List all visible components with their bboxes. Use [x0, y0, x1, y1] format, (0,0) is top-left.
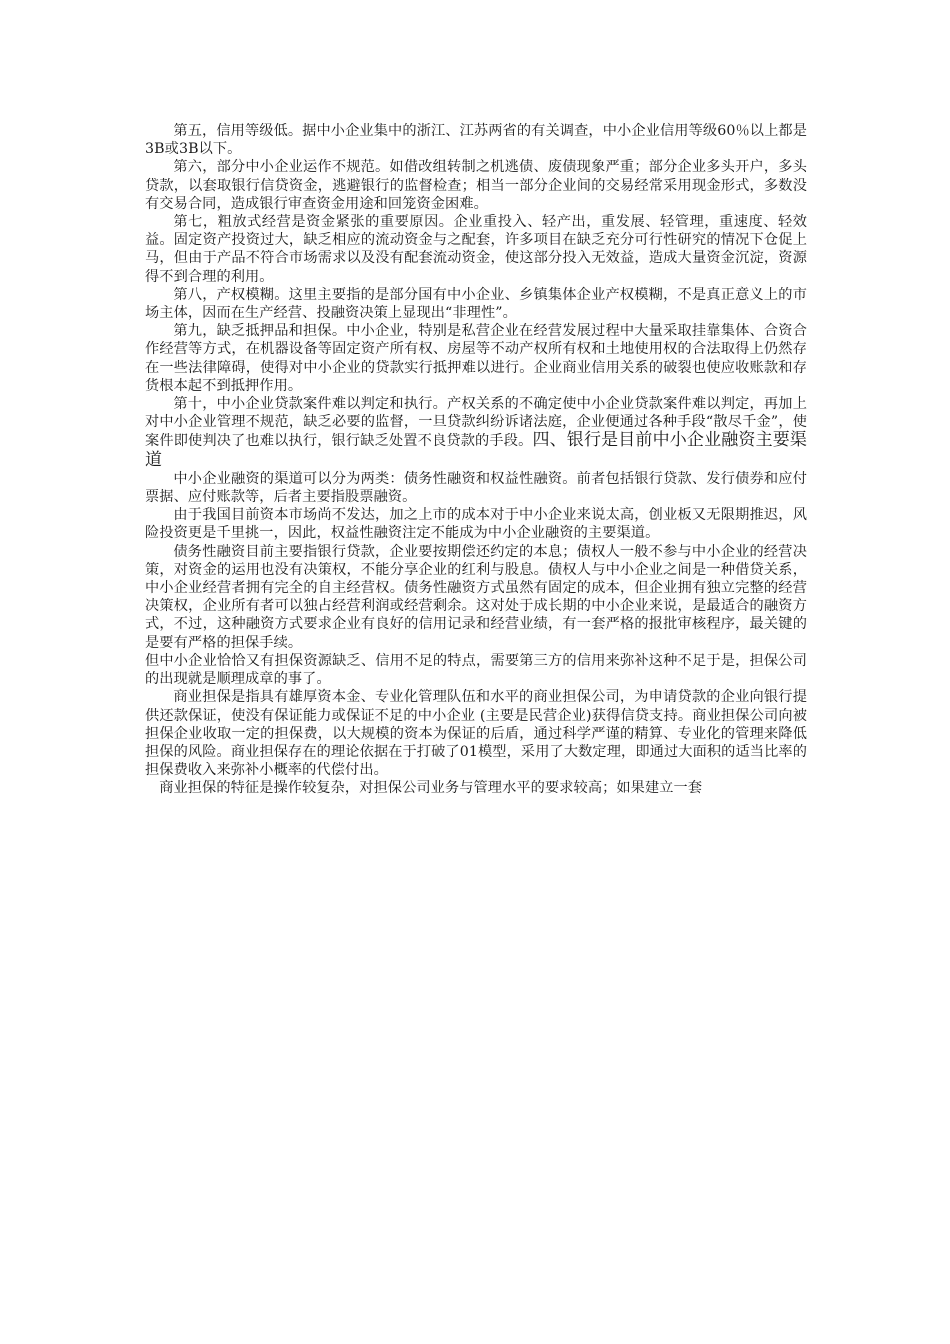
- paragraph-fifth: 第五，信用等级低。据中小企业集中的浙江、江苏两省的有关调查，中小企业信用等级60％以上都是3B或3B以下。: [145, 123, 807, 158]
- document-body: [145, 122, 807, 798]
- paragraph-ninth: 第九，缺乏抵押品和担保。中小企业，特别是私营企业在经营发展过程中大量采取挂靠集体、合资合作经营等方式，在机器设备等固定资产所有权、房屋等不动产权所有权和土地使用权的合法取得上仍然存在一些法律障碍，使得对中小企业的贷款实行抵押难以进行。企业商业信用关系的破裂也使应收账款和存货根本起不到抵押作用。: [145, 323, 807, 394]
- paragraph-tenth: [145, 395, 807, 470]
- paragraph-seventh: 第七，粗放式经营是资金紧张的重要原因。企业重投入、轻产出，重发展、轻管理，重速度、轻效益。固定资产投资过大，缺乏相应的流动资金与之配套，许多项目在缺乏充分可行性研究的情况下仓促上马，但由于产品不符合市场需求以及没有配套流动资金，使这部分投入无效益，造成大量资金沉淀，资源得不到合理的利用。: [145, 214, 807, 285]
- paragraph-guarantee-shortage: 但中小企业恰恰又有担保资源缺乏、信用不足的特点，需要第三方的信用来弥补这种不足于是，担保公司的出现就是顺理成章的事了。: [145, 652, 807, 688]
- paragraph-commercial-guarantee: 商业担保是指具有雄厚资本金、专业化管理队伍和水平的商业担保公司，为申请贷款的企业向银行提供还款保证，使没有保证能力或保证不足的中小企业 (主要是民营企业)获得信贷支持。商业担保公司向被担保企业收取一定的担保费，以大规模的资本为保证的后盾，通过科学严谨的精算、专业化的管理来降低担保的风险。商业担保存在的理论依据在于打破了01模型，采用了大数定理，即通过大面积的适当比率的担保费收入来弥补小概率的代偿付出。: [145, 689, 807, 779]
- paragraph-channels: 中小企业融资的渠道可以分为两类：债务性融资和权益性融资。前者包括银行贷款、发行债券和应付票据、应付账款等，后者主要指股票融资。: [145, 470, 807, 506]
- paragraph-sixth: 第六，部分中小企业运作不规范。如借改组转制之机逃债、废债现象严重；部分企业多头开户，多头贷款，以套取银行信贷资金，逃避银行的监督检查；相当一部分企业间的交易经常采用现金形式，多数没有交易合同，造成银行审查资金用途和回笼资金困难。: [145, 159, 807, 212]
- paragraph-debt-financing: 债务性融资目前主要指银行贷款，企业要按期偿还约定的本息；债权人一般不参与中小企业的经营决策，对资金的运用也没有决策权，不能分享企业的红利与股息。债权人与中小企业之间是一种借贷关系，中小企业经营者拥有完全的自主经营权。债务性融资方式虽然有固定的成本，但企业拥有独立完整的经营决策权，企业所有者可以独占经营利润或经营剩余。这对处于成长期的中小企业来说，是最适合的融资方式，不过，这种融资方式要求企业有良好的信用记录和经营业绩，有一套严格的报批审核程序，最关键的是要有严格的担保手续。: [145, 543, 807, 651]
- paragraph-guarantee-features: 商业担保的特征是操作较复杂，对担保公司业务与管理水平的要求较高；如果建立一套: [159, 780, 703, 797]
- section-heading: 四、银行是目前中小企业融资主要渠道: [145, 430, 807, 470]
- paragraph-eighth: 第八，产权模糊。这里主要指的是部分国有中小企业、乡镇集体企业产权模糊，不是真正意义上的市场主体，因而在生产经营、投融资决策上显现出“非理性”。: [145, 286, 807, 322]
- paragraph-tenth-text: 第十，中小企业贷款案件难以判定和执行。产权关系的不确定使中小企业贷款案件难以判定，再加上对中小企业管理不规范，缺乏必要的监督，一旦贷款纠纷诉诸法庭，企业便通过各种手段“散尽千金”，使案件即使判决了也难以执行，银行缺乏处置不良贷款的手段。: [145, 396, 807, 450]
- paragraph-capital-market: 由于我国目前资本市场尚不发达，加之上市的成本对于中小企业来说太高，创业板又无限期推迟，风险投资更是千里挑一，因此，权益性融资注定不能成为中小企业融资的主要渠道。: [145, 507, 807, 542]
